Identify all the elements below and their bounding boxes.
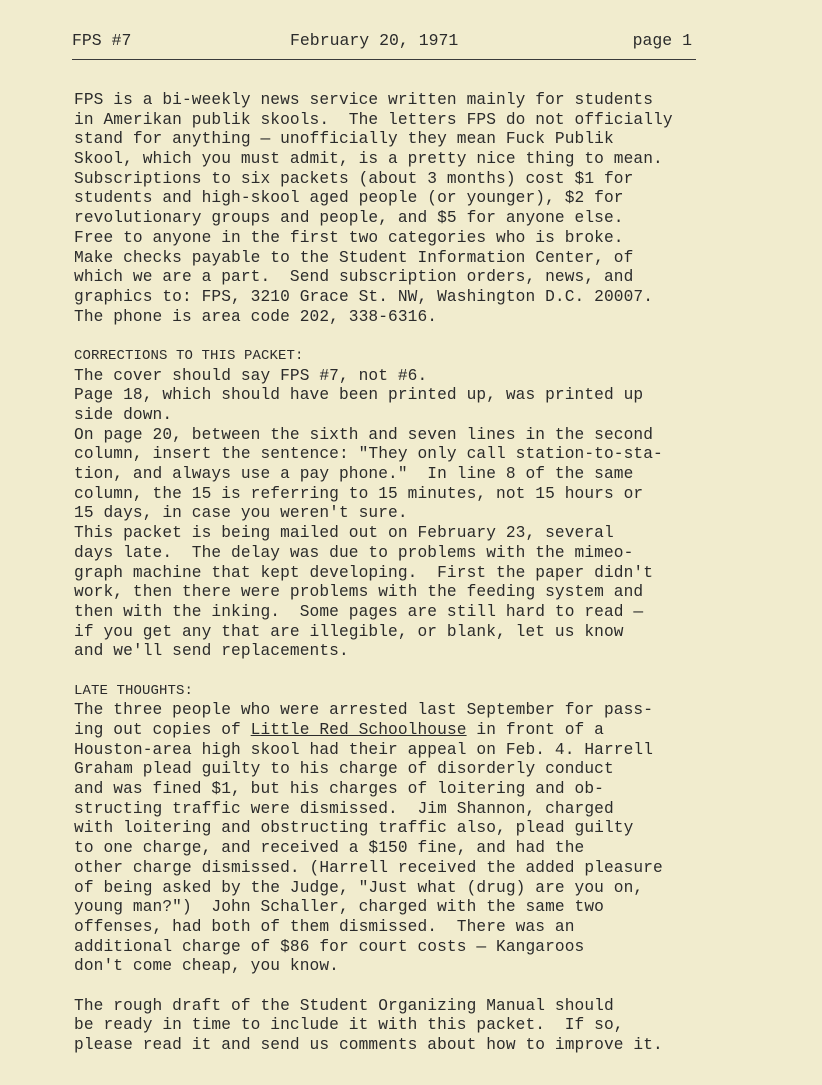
text-line: The rough draft of the Student Organizing Manual should xyxy=(74,996,614,1015)
text-line: This packet is being mailed out on February 23, several xyxy=(74,524,614,543)
text-line: offenses, had both of them dismissed. There was an xyxy=(74,917,575,936)
text-line: young man?") John Schaller, charged with the same two xyxy=(74,898,604,917)
text-line: On page 20, between the sixth and seven lines in the second xyxy=(74,425,654,444)
text-line: Houston-area high skool had their appeal on Feb. 4. Harrell xyxy=(74,740,654,759)
header-rule xyxy=(72,59,696,60)
text-line: stand for anything — unofficially they mean Fuck Publik xyxy=(74,130,614,149)
text-line: column, insert the sentence: "They only call station-to-sta- xyxy=(74,445,663,464)
page-header xyxy=(72,30,696,54)
text-line xyxy=(74,721,714,741)
text-line: Subscriptions to six packets (about 3 months) cost $1 for xyxy=(74,169,634,188)
text-line: and we'll send replacements. xyxy=(74,642,349,661)
text-line: additional charge of $86 for court costs — Kangaroos xyxy=(74,937,585,956)
text-line: column, the 15 is referring to 15 minutes, not 15 hours or xyxy=(74,484,644,503)
text-line: Free to anyone in the first two categories who is broke. xyxy=(74,228,624,247)
text-line: 15 days, in case you weren't sure. xyxy=(74,504,408,523)
text-line: other charge dismissed. (Harrell received the added pleasure xyxy=(74,858,663,877)
text-line: revolutionary groups and people, and $5 for anyone else. xyxy=(74,209,624,228)
text-line: Graham plead guilty to his charge of disorderly conduct xyxy=(74,760,614,779)
text-line: please read it and send us comments about how to improve it. xyxy=(74,1036,663,1054)
text-line: with loitering and obstructing traffic also, plead guilty xyxy=(74,819,634,838)
text-line: to one charge, and received a $150 fine, and had the xyxy=(74,839,585,858)
text-line: then with the inking. Some pages are still hard to read — xyxy=(74,602,644,621)
text-line: be ready in time to include it with this packet. If so, xyxy=(74,1016,624,1035)
late-thoughts-section xyxy=(74,682,714,977)
corrections-section xyxy=(74,347,714,662)
text-line: Page 18, which should have been printed up, was printed up xyxy=(74,386,644,405)
closing-paragraph xyxy=(74,997,714,1056)
text-line: The three people who were arrested last September for pass- xyxy=(74,701,654,720)
text-line: students and high-skool aged people (or younger), $2 for xyxy=(74,189,624,208)
text-line: graph machine that kept developing. First the paper didn't xyxy=(74,563,654,582)
late-thoughts-heading: LATE THOUGHTS: xyxy=(74,682,194,699)
text-line: structing traffic were dismissed. Jim Shannon, charged xyxy=(74,799,614,818)
issue-number: FPS #7 xyxy=(72,31,132,50)
text-line: in Amerikan publik skools. The letters FPS do not officially xyxy=(74,110,673,129)
text-line: side down. xyxy=(74,406,173,424)
text-fragment: ing out copies of xyxy=(74,721,251,739)
text-line: Make checks payable to the Student Information Center, of xyxy=(74,248,634,267)
text-line: Skool, which you must admit, is a pretty nice thing to mean. xyxy=(74,150,663,169)
document-body xyxy=(74,91,714,1056)
text-line: work, then there were problems with the feeding system and xyxy=(74,583,644,602)
text-line: The cover should say FPS #7, not #6. xyxy=(74,366,428,385)
text-line: graphics to: FPS, 3210 Grace St. NW, Washington D.C. 20007. xyxy=(74,287,654,306)
text-line: don't come cheap, you know. xyxy=(74,957,339,976)
text-line: of being asked by the Judge, "Just what (drug) are you on, xyxy=(74,878,644,897)
text-line: The phone is area code 202, 338-6316. xyxy=(74,307,438,326)
issue-date: February 20, 1971 xyxy=(290,31,459,50)
text-line: tion, and always use a pay phone." In line 8 of the same xyxy=(74,465,634,484)
page-number: page 1 xyxy=(632,31,692,50)
text-line: and was fined $1, but his charges of loitering and ob- xyxy=(74,780,604,799)
text-line: days late. The delay was due to problems with the mimeo- xyxy=(74,543,634,562)
text-fragment: in front of a xyxy=(466,721,604,739)
corrections-heading: CORRECTIONS TO THIS PACKET: xyxy=(74,347,304,364)
text-line: if you get any that are illegible, or blank, let us know xyxy=(74,622,624,641)
text-line: which we are a part. Send subscription orders, news, and xyxy=(74,268,634,287)
publication-title: Little Red Schoolhouse xyxy=(250,721,467,739)
intro-paragraph xyxy=(74,91,714,327)
text-line: FPS is a bi-weekly news service written mainly for students xyxy=(74,91,654,109)
